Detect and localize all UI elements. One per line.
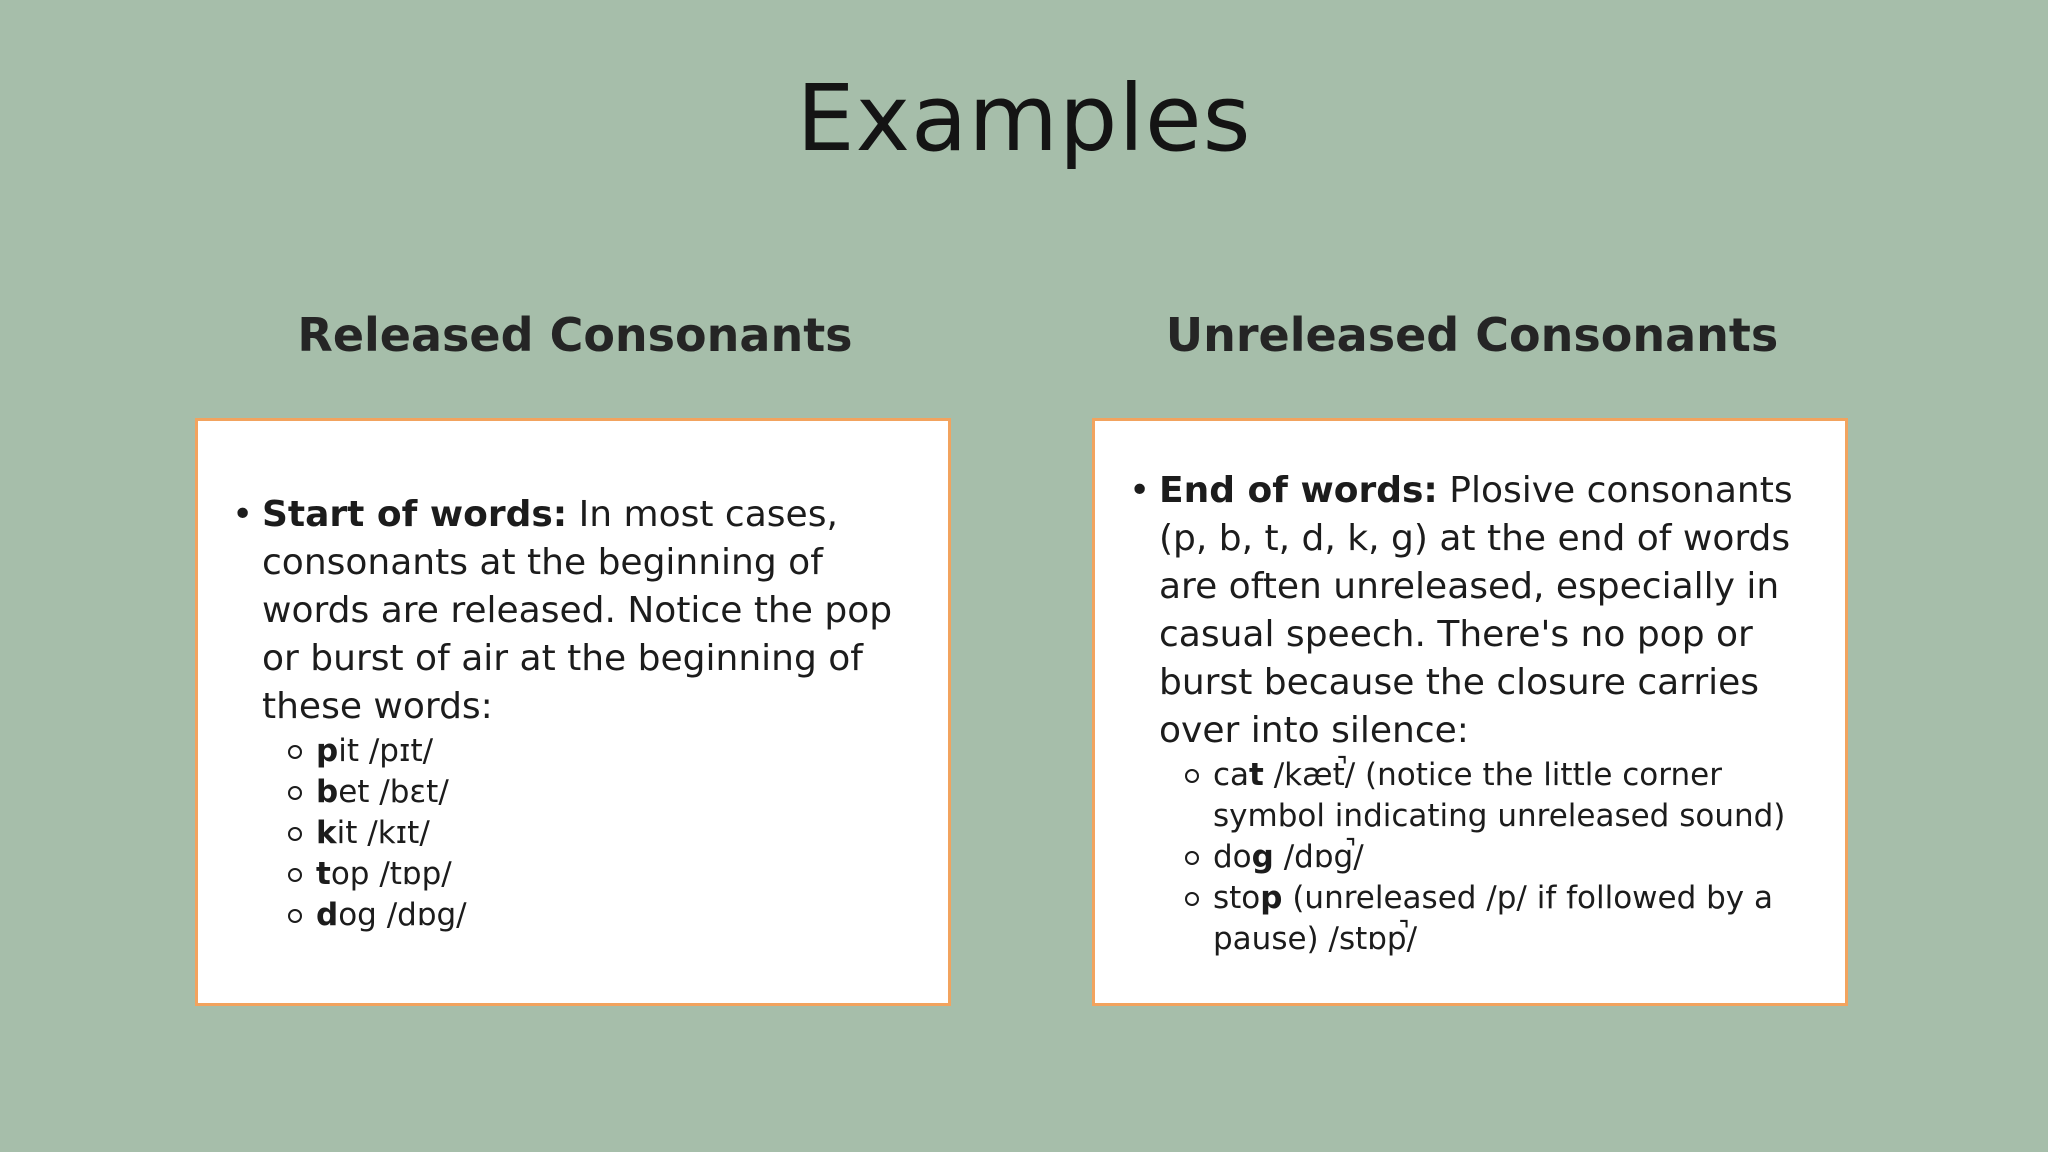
released-text: In most cases, consonants at the beginning of words are released. Notice the pop or burst of air at the beginning of these words: — [262, 494, 893, 727]
example-text: /dɒg̚/ — [1273, 839, 1364, 875]
list-item — [262, 813, 924, 854]
slide-title: Examples — [796, 65, 1252, 172]
unreleased-term: End of words: — [1159, 470, 1438, 511]
example-bold: p — [316, 733, 339, 769]
list-item — [1159, 755, 1821, 837]
released-bullet-body — [262, 491, 924, 936]
example-text: sto — [1213, 880, 1261, 916]
released-term: Start of words: — [262, 494, 568, 535]
unreleased-examples — [1159, 755, 1821, 960]
bullet-dot-icon: • — [1129, 470, 1151, 511]
released-card — [195, 418, 951, 1006]
hollow-bullet-icon — [1159, 755, 1213, 837]
unreleased-text: Plosive consonants (p, b, t, d, k, g) at the end of words are often unreleased, especially in casual speech. There's no pop or burst because the closure carries over into silence: — [1159, 470, 1793, 751]
example-bold: t — [316, 856, 331, 892]
example-bold: k — [316, 815, 337, 851]
example-text: it /kɪt/ — [336, 815, 430, 851]
example-text: /kæt̚/ (notice the little corner symbol indicating unreleased sound) — [1213, 757, 1786, 834]
bullet-dot-icon: • — [232, 494, 254, 535]
hollow-bullet-icon — [1159, 878, 1213, 960]
list-item — [1159, 878, 1821, 960]
example-text: og /dɒg/ — [338, 897, 467, 933]
unreleased-bullet-body — [1159, 467, 1821, 960]
example-bold: g — [1251, 839, 1274, 875]
unreleased-bullet — [1129, 467, 1821, 960]
hollow-bullet-icon — [262, 854, 316, 895]
example-text: op /tɒp/ — [330, 856, 452, 892]
list-item — [262, 772, 924, 813]
example-text: (unreleased /p/ if followed by a pause) /stɒp̚/ — [1213, 880, 1774, 957]
released-examples — [262, 731, 924, 936]
example-text: ca — [1213, 757, 1250, 793]
example-bold: b — [316, 774, 339, 810]
hollow-bullet-icon — [262, 731, 316, 772]
unreleased-card — [1092, 418, 1848, 1006]
hollow-bullet-icon — [262, 895, 316, 936]
example-text: et /bɛt/ — [338, 774, 449, 810]
list-item — [1159, 837, 1821, 878]
hollow-bullet-icon — [262, 772, 316, 813]
example-bold: d — [316, 897, 339, 933]
list-item — [262, 854, 924, 895]
example-text: it /pɪt/ — [338, 733, 434, 769]
list-item — [262, 895, 924, 936]
example-bold: p — [1260, 880, 1283, 916]
example-bold: t — [1249, 757, 1264, 793]
list-item — [262, 731, 924, 772]
hollow-bullet-icon — [262, 813, 316, 854]
released-bullet — [232, 491, 924, 936]
unreleased-heading: Unreleased Consonants — [1165, 308, 1779, 362]
example-text: do — [1213, 839, 1252, 875]
released-heading: Released Consonants — [297, 308, 853, 362]
hollow-bullet-icon — [1159, 837, 1213, 878]
